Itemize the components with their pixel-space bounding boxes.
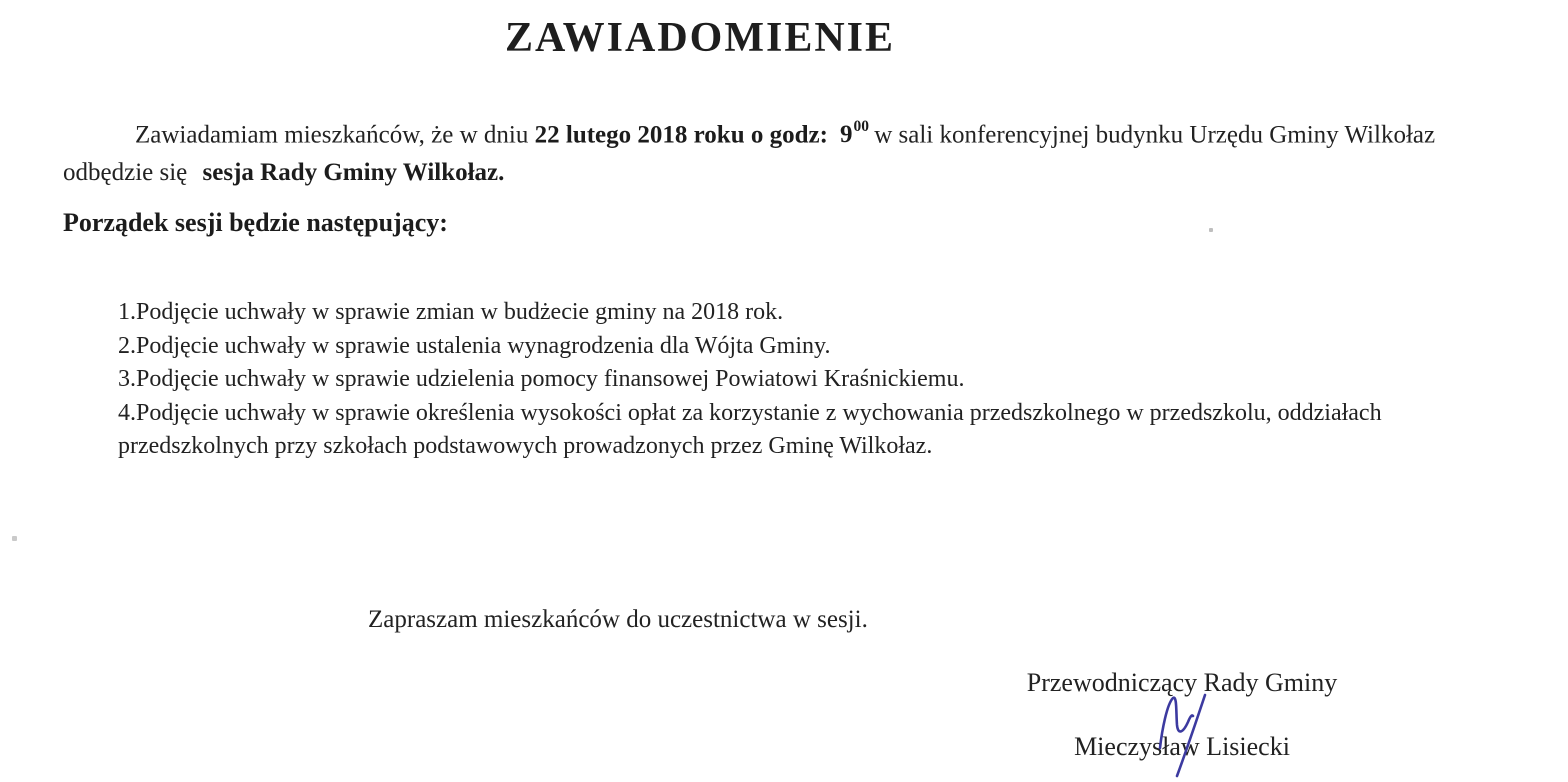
agenda-item-1: 1.Podjęcie uchwały w sprawie zmian w budżecie gminy na 2018 rok. bbox=[118, 299, 784, 325]
intro-session-bold: sesja Rady Gminy Wilkołaz. bbox=[202, 159, 505, 187]
intro-after-hour-text: w sali konferencyjnej budynku Urzędu Gminy Wilkołaz odbędzie się bbox=[63, 121, 1436, 187]
intro-hour bbox=[839, 118, 869, 149]
signature-block bbox=[1008, 668, 1356, 762]
agenda-list bbox=[118, 296, 1520, 464]
agenda-item-4: 4.Podjęcie uchwały w sprawie określenia wysokości opłat za korzystanie z wychowania przedszkolnego w przedszkolu, oddziałach przedszkolnych przy szkołach podstawowych prowadzonych przez Gminę Wilkołaz. bbox=[118, 399, 1382, 459]
document-title: ZAWIADOMIENIE bbox=[504, 15, 896, 61]
agenda-item-2: 2.Podjęcie uchwały w sprawie ustalenia wynagrodzenia dla Wójta Gminy. bbox=[118, 332, 831, 359]
agenda-item-3: 3.Podjęcie uchwały w sprawie udzielenia pomocy finansowej Powiatowi Kraśnickiemu. bbox=[118, 366, 965, 392]
intro-lead-text: Zawiadamiam mieszkańców, że w dniu bbox=[135, 121, 535, 149]
intro-paragraph bbox=[63, 110, 1443, 192]
closing-invitation: Zapraszam mieszkańców do uczestnictwa w sesji. bbox=[368, 606, 868, 633]
scan-artifact-speck bbox=[1209, 228, 1213, 232]
signatory-role: Przewodniczący Rady Gminy bbox=[1026, 668, 1338, 697]
scan-artifact-speck bbox=[12, 536, 17, 541]
agenda-heading: Porządek sesji będzie następujący: bbox=[63, 208, 448, 237]
signatory-name: Mieczysław Lisiecki bbox=[1074, 732, 1290, 761]
intro-date-bold: 22 lutego 2018 roku o godz: bbox=[534, 121, 828, 149]
intro-hour-base: 9 bbox=[839, 121, 853, 149]
intro-hour-superscript: 00 bbox=[853, 118, 869, 135]
